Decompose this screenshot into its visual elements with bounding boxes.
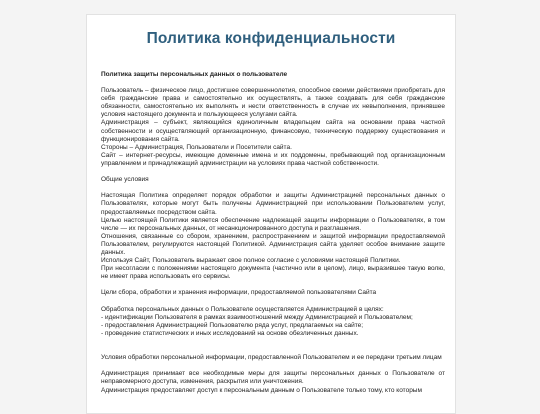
section-heading-conditions: Условия обработки персональной информации, предоставленной Пользователем и ее передачи третьим лицам bbox=[101, 354, 442, 362]
definition-site: Сайт – интернет-ресурсы, имеющие доменные имена и их поддомены, пребывающий под организационным управлением и принадлежащий администрации на условиях права частной собственности. bbox=[101, 151, 445, 167]
policy-content bbox=[101, 71, 445, 395]
definition-parties: Стороны – Администрация, Пользователи и Посетители сайта. bbox=[101, 143, 292, 151]
general-paragraph: Используя Сайт, Пользователь выражает свое полное согласие с условиями настоящей Политики. bbox=[101, 257, 401, 265]
spacer bbox=[101, 168, 445, 176]
general-paragraph: Целью настоящей Политики является обеспечение надлежащей защиты информации о Пользователях, в том числе — их персональных данных, от несанкционированного доступа и разглашения. bbox=[101, 216, 445, 232]
general-paragraph: Настоящая Политика определяет порядок обработки и защиты Администрацией персональных данных о Пользователях, которые могут быть получены Администрацией при использовании Пользователем услуг, предоставляемых посредством сайта. bbox=[101, 192, 445, 216]
section-heading-purposes: Цели сбора, обработки и хранения информации, предоставляемой пользователями Сайта bbox=[101, 289, 377, 297]
purposes-list-item: - проведение статистических и иных исследований на основе обезличенных данных. bbox=[101, 329, 359, 337]
purposes-list-item: - идентификации Пользователя в рамках взаимоотношений между Администрацией и Пользователем; bbox=[101, 313, 413, 321]
page-title: Политика конфиденциальности bbox=[146, 30, 396, 47]
conditions-paragraph: Администрация предоставляет доступ к персональным данным о Пользователе только тому, кто которым bbox=[101, 386, 422, 394]
purposes-paragraph: Обработка персональных данных о Пользователе осуществляется Администрацией в целях: bbox=[101, 305, 384, 313]
definition-user: Пользователь – физическое лицо, достигшее совершеннолетия, способное своими действиями приобретать для себя гражданские права и самостоятельно их осуществлять, а также создавать для себя гражданские обязанности, самостоятельно их выполнять и нести ответственность в случае их невыполнения, принявшее условия настоящего документа и пользующееся услугами сайта. bbox=[101, 87, 445, 119]
section-heading-general: Общие условия bbox=[101, 176, 149, 184]
spacer bbox=[101, 338, 445, 354]
spacer bbox=[101, 298, 445, 306]
definition-administration: Администрация – субъект, являющийся единоличным владельцем сайта на основании права частной собственности и осуществляющий организационную, финансовую, техническую поддержку существования и функционирования сайта. bbox=[101, 119, 445, 143]
general-paragraph: При несогласии с положениями настоящего документа (частично или в целом), лицо, выразившее такую волю, не имеет права использовать его сервисы. bbox=[101, 265, 445, 281]
conditions-paragraph: Администрация принимает все необходимые меры для защиты персональных данных о Пользователе от неправомерного доступа, изменения, раскрытия или уничтожения. bbox=[101, 370, 445, 386]
policy-page bbox=[86, 14, 456, 414]
general-paragraph: Отношения, связанные со сбором, хранением, распространением и защитой информации предоставляемой Пользователем, регулируются настоящей Политикой. Администрация сайта уделяет особое внимание защите данных. bbox=[101, 232, 445, 256]
purposes-list-item: - предоставления Администрацией Пользователю ряда услуг, предлагаемых на сайте; bbox=[101, 321, 364, 329]
policy-subtitle: Политика защиты персональных данных о пользователе bbox=[101, 71, 288, 78]
